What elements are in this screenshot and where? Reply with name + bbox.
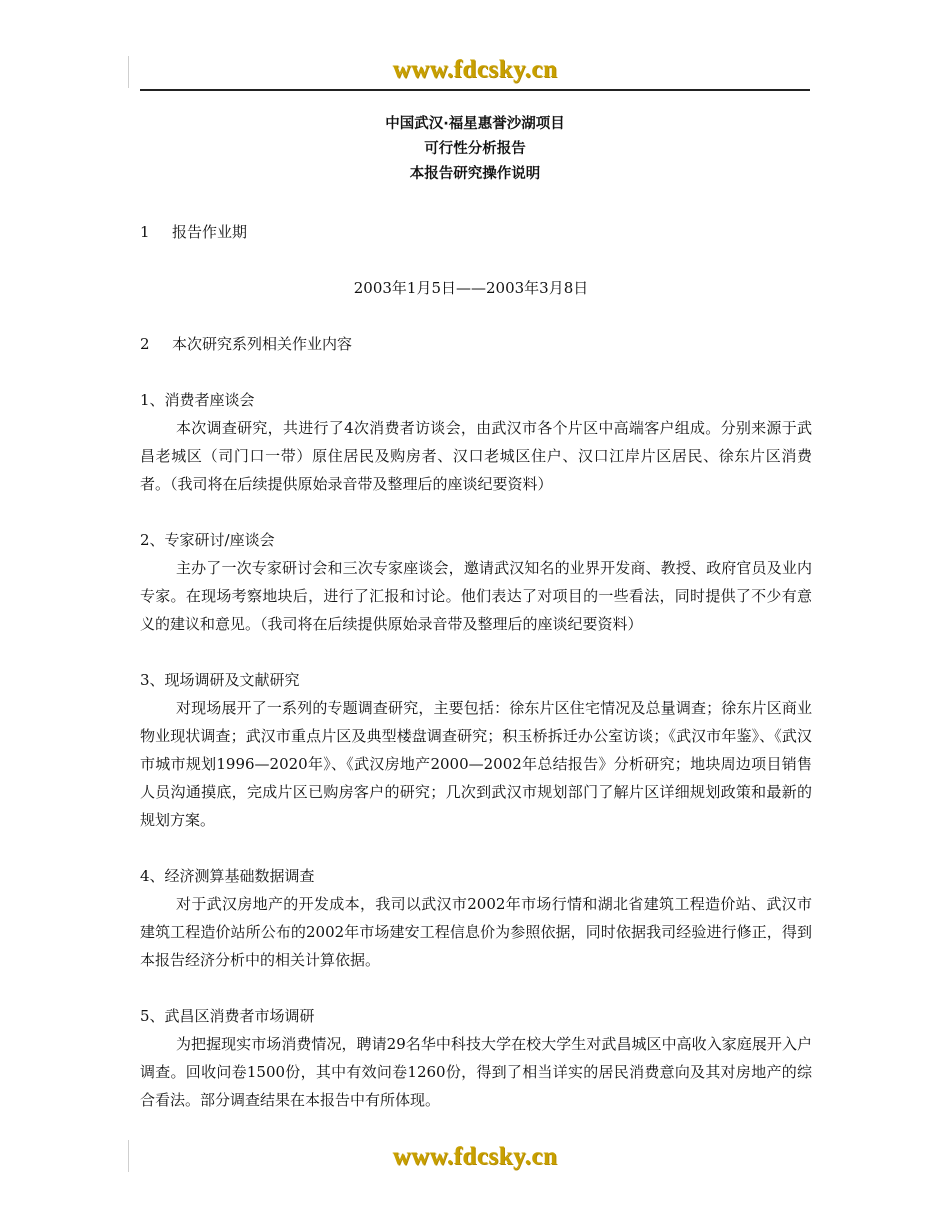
item-heading: 5、武昌区消费者市场调研 xyxy=(140,1007,315,1025)
item-heading: 2、专家研讨/座谈会 xyxy=(140,531,275,549)
item-paragraph: 对于武汉房地产的开发成本，我司以武汉市2002年市场行情和湖北省建筑工程造价站、武汉市建筑工程造价站所公布的2002年市场建安工程信息价为参照依据，同时依据我司经验进行修正，得到本报告经济分析中的相关计算依据。 xyxy=(140,895,812,969)
item-paragraph: 主办了一次专家研讨会和三次专家座谈会，邀请武汉知名的业界开发商、教授、政府官员及业内专家。在现场考察地块后，进行了汇报和讨论。他们表达了对项目的一些看法，同时提供了不少有意义的建议和意见。（我司将在后续提供原始录音带及整理后的座谈纪要资料） xyxy=(140,559,812,633)
section-number: 2 xyxy=(140,335,150,353)
report-title: 可行性分析报告 xyxy=(424,141,526,157)
section-2-heading xyxy=(140,330,812,358)
project-title: 中国武汉·福星惠誉沙湖项目 xyxy=(385,116,565,132)
report-subtitle: 本报告研究操作说明 xyxy=(409,166,541,182)
header-site-link[interactable]: www.fdcsky.cn xyxy=(392,56,558,83)
item-paragraph: 为把握现实市场消费情况，聘请29名华中科技大学在校大学生对武昌城区中高收入家庭展开入户调查。回收问卷1500份，其中有效问卷1260份，得到了相当详实的居民消费意向及其对房地产的综合看法。部分调查结果在本报告中有所体现。 xyxy=(140,1035,812,1109)
document-titles xyxy=(0,112,950,187)
item-heading: 3、现场调研及文献研究 xyxy=(140,671,300,689)
section-1-heading xyxy=(140,218,812,246)
item-paragraph: 本次调查研究，共进行了4次消费者访谈会，由武汉市各个片区中高端客户组成。分别来源于武昌老城区（司门口一带）原住居民及购房者、汉口老城区住户、汉口江岸片区居民、徐东片区消费者。（我司将在后续提供原始录音带及整理后的座谈纪要资料） xyxy=(140,419,812,493)
section-number: 1 xyxy=(140,223,150,241)
work-period: 2003年1月5日——2003年3月8日 xyxy=(353,279,589,297)
section-title: 本次研究系列相关作业内容 xyxy=(172,335,353,353)
item-heading: 1、消费者座谈会 xyxy=(140,391,255,409)
document-body xyxy=(140,218,812,1114)
item-heading: 4、经济测算基础数据调查 xyxy=(140,867,315,885)
section-title: 报告作业期 xyxy=(172,223,248,241)
item-paragraph: 对现场展开了一系列的专题调查研究，主要包括：徐东片区住宅情况及总量调查；徐东片区商业物业现状调查；武汉市重点片区及典型楼盘调查研究；积玉桥拆迁办公室访谈；《武汉市年鉴》、《武汉市城市规划1996—2020年》、《武汉房地产2000—2002年总结报告》分析研究；地块周边项目销售人员沟通摸底，完成片区已购房客户的研究；几次到武汉市规划部门了解片区详细规划政策和最新的规划方案。 xyxy=(140,699,812,829)
footer-site-link[interactable]: www.fdcsky.cn xyxy=(392,1143,558,1170)
header-rule xyxy=(140,89,810,91)
